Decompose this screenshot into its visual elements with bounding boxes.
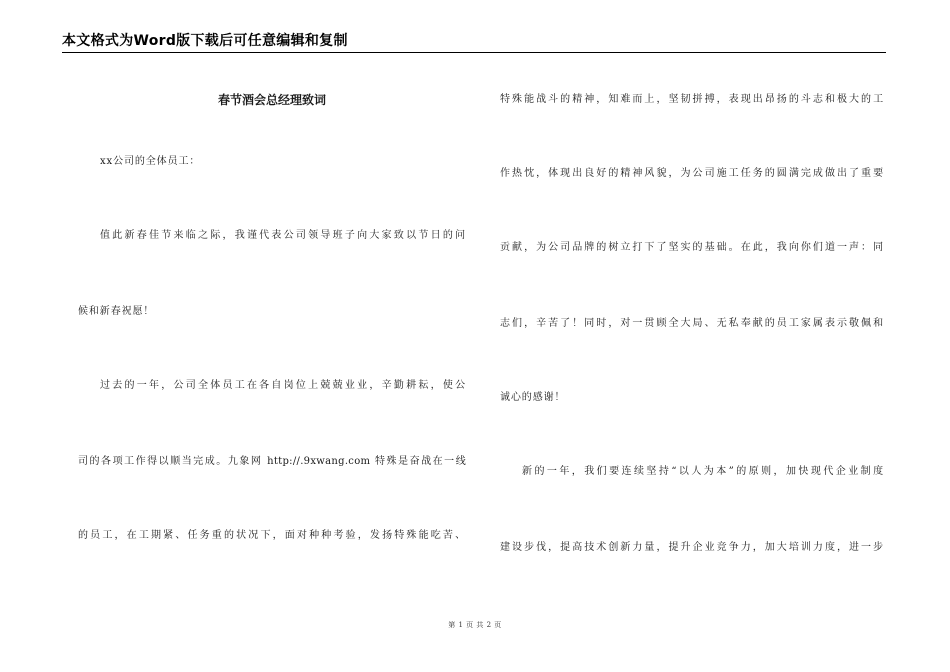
document-header-banner: 本文格式为Word版下载后可任意编辑和复制 (62, 33, 348, 49)
body-line: 过去的一年，公司全体员工在各自岗位上兢兢业业，辛勤耕耘，使公 (100, 380, 466, 391)
body-line: 候和新春祝愿！ (78, 306, 155, 317)
body-line: 作热忱，体现出良好的精神风貌，为公司施工任务的圆满完成做出了重要 (500, 168, 884, 179)
body-line: 特殊能战斗的精神，知难而上，坚韧拼搏，表现出昂扬的斗志和极大的工 (500, 94, 884, 105)
body-line: 建设步伐，提高技术创新力量，提升企业竞争力，加大培训力度，进一步 (500, 542, 884, 553)
body-line: 诚心的感谢！ (500, 392, 566, 403)
salutation-line: xx公司的全体员工： (100, 156, 201, 167)
document-title: 春节酒会总经理致词 (217, 93, 326, 107)
body-line: 的员工，在工期紧、任务重的状况下，面对种种考验，发扬特殊能吃苦、 (78, 530, 466, 541)
body-line: 志们，辛苦了！同时，对一贯顾全大局、无私奉献的员工家属表示敬佩和 (500, 318, 884, 329)
body-line: 新的一年，我们要连续坚持“以人为本”的原则，加快现代企业制度 (522, 466, 884, 477)
body-line: 贡献，为公司品牌的树立打下了坚实的基础。在此，我向你们道一声：同 (500, 242, 884, 253)
header-divider (62, 52, 886, 53)
page-number-footer: 第 1 页 共 2 页 (448, 621, 502, 629)
body-line: 值此新春佳节来临之际，我谨代表公司领导班子向大家致以节日的问 (100, 230, 466, 241)
body-line: 司的各项工作得以顺当完成。九象网 http://.9xwang.com 特殊是奋战在一线 (78, 456, 466, 467)
